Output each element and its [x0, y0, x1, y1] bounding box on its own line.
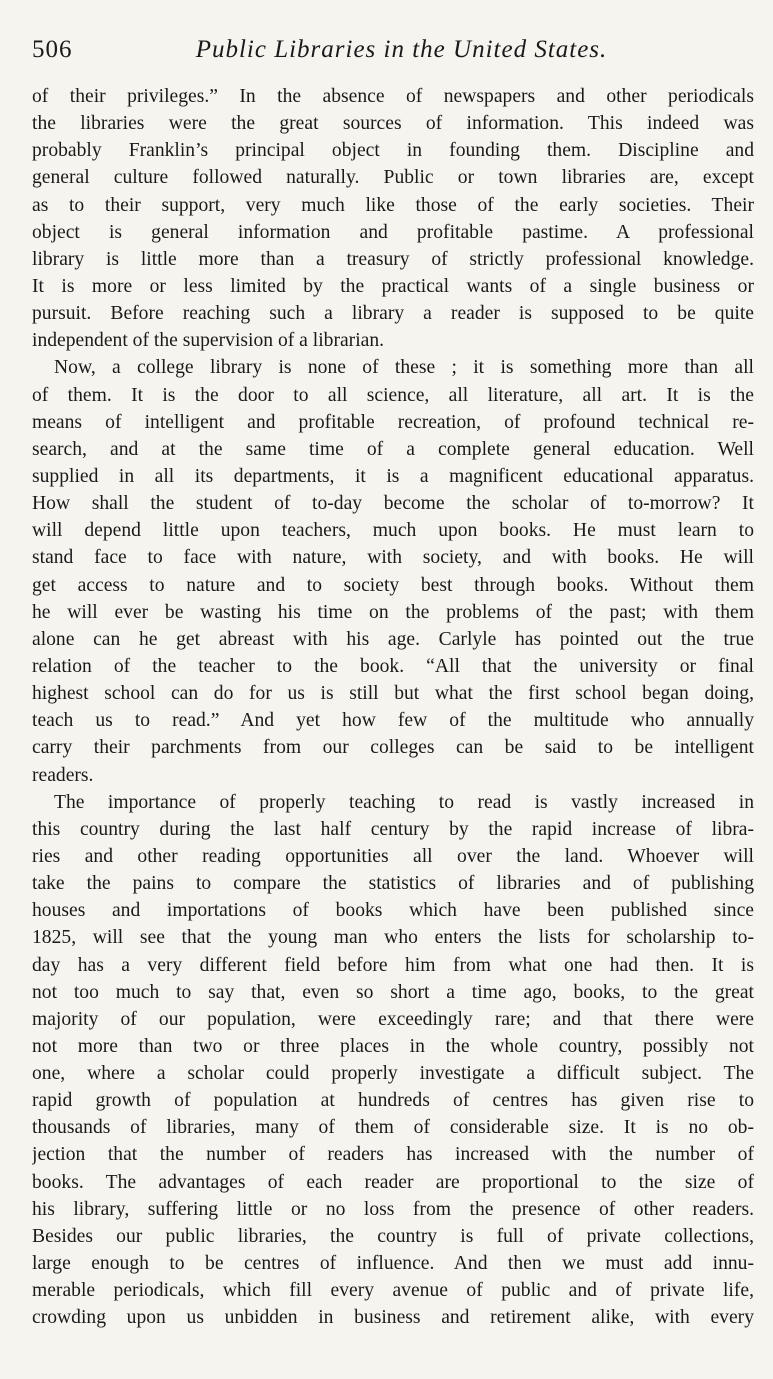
text-line: of them. It is the door to all science, all literature, all art. It is the: [32, 384, 754, 406]
text-line: as to their support, very much like those of the early societies. Their: [32, 194, 754, 216]
paragraph-start-line: The importance of properly teaching to read is vastly increased in: [54, 791, 754, 813]
text-line: houses and importations of books which have been published since: [32, 900, 754, 922]
text-line: carry their parchments from our colleges can be said to be intelligent: [32, 737, 754, 759]
text-line: ries and other reading opportunities all over the land. Whoever will: [32, 845, 754, 867]
text-line: merable periodicals, which fill every avenue of public and of private life,: [32, 1280, 754, 1302]
body-text: [32, 83, 754, 1331]
text-line: books. The advantages of each reader are proportional to the size of: [32, 1171, 754, 1193]
text-line: stand face to face with nature, with society, and with books. He will: [32, 547, 754, 569]
text-line: day has a very different field before him from what one had then. It is: [32, 954, 754, 976]
text-line: pursuit. Before reaching such a library a reader is supposed to be quite: [32, 303, 754, 325]
text-line: of their privileges.” In the absence of newspapers and other periodicals: [32, 86, 754, 107]
text-line: his library, suffering little or no loss from the presence of other readers.: [32, 1198, 754, 1220]
text-line: object is general information and profitable pastime. A professional: [32, 221, 754, 243]
text-line: crowding upon us unbidden in business and retirement alike, with every: [32, 1307, 754, 1329]
text-line: general culture followed naturally. Public or town libraries are, except: [32, 167, 754, 189]
text-line: highest school can do for us is still but what the first school began doing,: [32, 683, 754, 705]
text-line: jection that the number of readers has increased with the number of: [32, 1144, 754, 1166]
text-line: not too much to say that, even so short a time ago, books, to the great: [32, 981, 754, 1003]
text-line: not more than two or three places in the whole country, possibly not: [32, 1035, 754, 1057]
text-line: search, and at the same time of a complete general education. Well: [32, 438, 754, 460]
text-line: library is little more than a treasury of strictly professional knowledge.: [32, 248, 754, 270]
text-line: one, where a scholar could properly investigate a difficult subject. The: [32, 1063, 754, 1085]
text-line: large enough to be centres of influence. And then we must add innu-: [32, 1253, 754, 1275]
text-line: Besides our public libraries, the country is full of private collections,: [32, 1225, 754, 1247]
text-line: this country during the last half century by the rapid increase of libra-: [32, 818, 754, 840]
text-line: rapid growth of population at hundreds of centres has given rise to: [32, 1090, 754, 1112]
page-number: 506: [32, 36, 73, 63]
text-line: independent of the supervision of a librarian.: [32, 330, 385, 352]
text-line: teach us to read.” And yet how few of the multitude who annually: [32, 710, 754, 732]
text-line: will depend little upon teachers, much upon books. He must learn to: [32, 520, 754, 542]
text-line: supplied in all its departments, it is a magnificent educational apparatus.: [32, 465, 754, 487]
text-line: alone can he get abreast with his age. Carlyle has pointed out the true: [32, 628, 754, 650]
text-line: readers.: [32, 764, 94, 786]
text-line: the libraries were the great sources of information. This indeed was: [32, 113, 754, 135]
text-line: majority of our population, were exceedingly rare; and that there were: [32, 1008, 754, 1030]
paragraph-start-line: Now, a college library is none of these ; it is something more than all: [54, 357, 754, 379]
running-head: Public Libraries in the United States.: [195, 36, 608, 63]
text-line: means of intelligent and profitable recreation, of profound technical re-: [32, 411, 754, 433]
text-line: thousands of libraries, many of them of considerable size. It is no ob-: [32, 1117, 754, 1139]
text-line: relation of the teacher to the book. “All that the university or final: [32, 655, 754, 677]
text-line: get access to nature and to society best through books. Without them: [32, 574, 754, 596]
text-line: probably Franklin’s principal object in founding them. Discipline and: [32, 140, 754, 162]
text-line: 1825, will see that the young man who enters the lists for scholarship to-: [32, 927, 754, 949]
text-line: It is more or less limited by the practical wants of a single business or: [32, 275, 754, 297]
text-line: How shall the student of to-day become the scholar of to-morrow? It: [32, 493, 754, 515]
page-header: [0, 36, 773, 76]
text-line: he will ever be wasting his time on the problems of the past; with them: [32, 601, 754, 623]
text-line: take the pains to compare the statistics of libraries and of publishing: [32, 873, 754, 895]
